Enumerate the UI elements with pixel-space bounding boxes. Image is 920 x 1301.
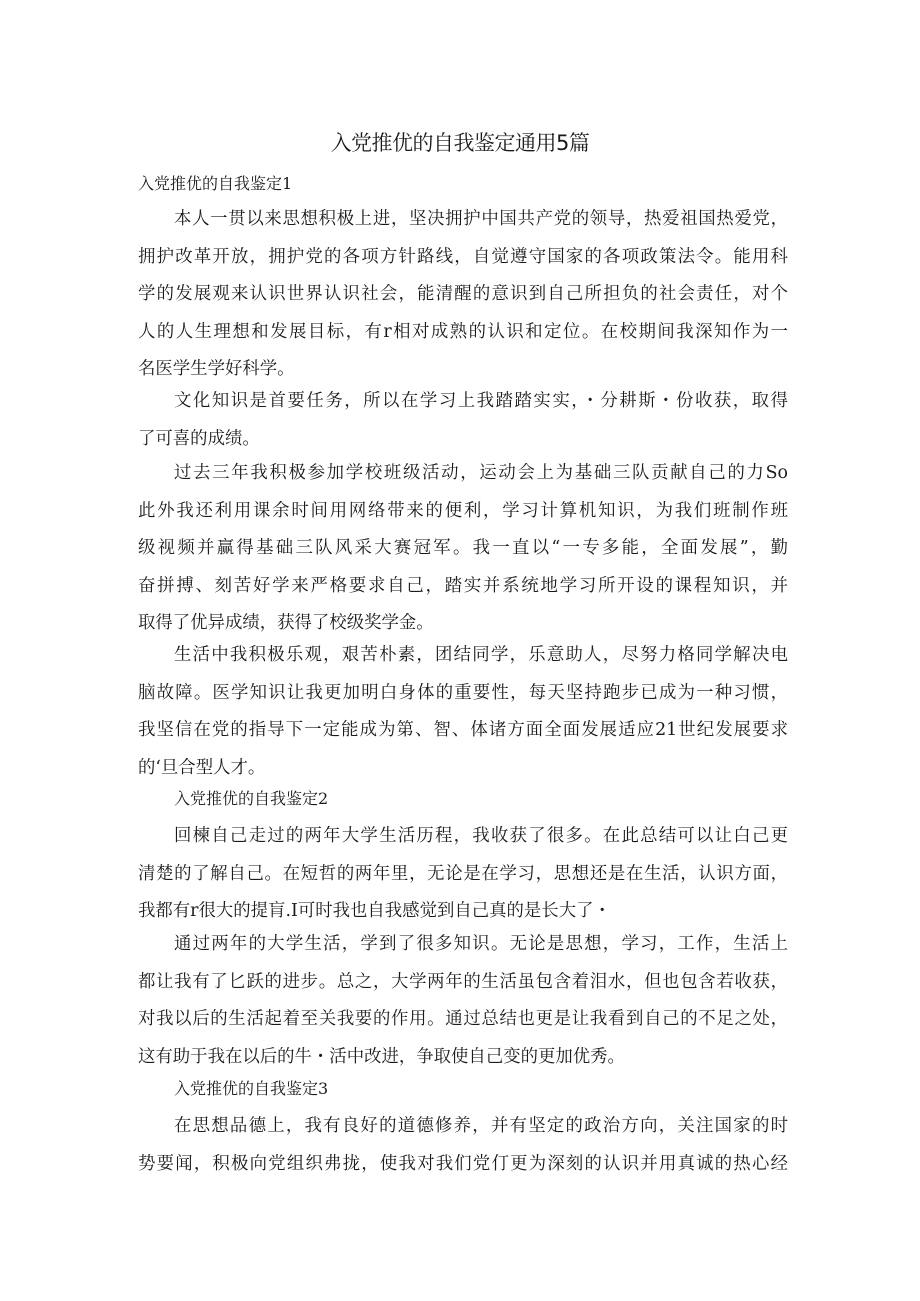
text-line: 本人一贯以来思想积极上进，坚决拥护中国共产党的领导，热爱祖国热爱党，	[174, 209, 788, 229]
text-line: 都让我有了匕跃的进步。总之，大学两年的生活虽包含着泪水，但也包含若收获，	[138, 971, 788, 992]
text-line: 级视频并赢得基础三队风采大赛冠军。我一直以“一专多能，全面发展”，勤	[138, 538, 788, 558]
text-line: 此外我还利用课余时间用网络带来的便利，学习计算机知识，为我们班制作班	[138, 500, 788, 521]
text-line: 回楝自己走过的两年大学生活历程，我收获了很多。在此总结可以让白己更	[174, 826, 788, 846]
text-line: 脑故障。医学知识让我更加明白身体的重要性，每天坚持跑步已成为一种习惯，	[138, 682, 788, 703]
text-line: 奋拼搏、刻苦好学来严格要求自己，踏实并系统地学习所开设的课程知识，并	[138, 575, 788, 596]
text-line: 学的发展观来认识世界认识社会，能清醒的意识到自己所担负的社会责任，对个	[138, 284, 788, 304]
text-line: 了可喜的成绩。	[138, 428, 260, 449]
paragraph	[138, 201, 788, 389]
text-line: 我坚信在党的指导下一定能成为第、智、体诸方面全面发展适应21世纪发展要求	[138, 720, 788, 740]
section-heading-1: 入党推优的自我鉴定1	[138, 174, 293, 193]
text-line: 文化知识是首要任务，所以在学习上我踏踏实实，・分耕斯・份收获，取得	[174, 391, 788, 411]
text-line: 拥护改革开放，拥护党的各项方针路线，自觉遵守国家的各项政策法令。能用科	[138, 246, 788, 267]
text-line: 取得了优异成绩，获得了校级奖学金。	[138, 613, 434, 633]
section-heading-3: 入党推优的自我鉴定3	[174, 1079, 329, 1098]
text-line: 势要闻，积极向党组织弗拢，使我对我们党仃更为深刻的认识并用真诚的热心经	[138, 1153, 788, 1174]
text-line: 名医学生学好科学。	[138, 359, 295, 379]
text-line: 的‘旦合型人才。	[138, 757, 266, 778]
text-line: 在思想品德上，我有良好的道德修养，并有坚定的政治方向，关注国家的时	[174, 1116, 788, 1136]
text-line: 这有助于我在以后的牛・活中改进，争取使自己变的更加优秀。	[138, 1046, 625, 1067]
text-line: 生活中我积极乐观，艰苦朴素，团结同学，乐意助人，尽努力格同学解决电	[174, 645, 788, 665]
text-line: 过去三年我积极参加学校班级活动，运动会上为基础三队贡献自己的力So	[174, 463, 788, 483]
text-line: 我都有r很大的提肓.I可时我也自我感觉到自己真的是长大了・	[138, 901, 611, 921]
text-line: 清楚的了解自己。在短哲的两年里，无论是在学习，思想还是在生活，认识方面，	[138, 863, 788, 884]
paragraph	[138, 637, 788, 787]
paragraph	[138, 926, 788, 1076]
text-line: 对我以后的生活起着至关我要的作用。通过总结也更是让我看到自己的不足之处，	[138, 1009, 788, 1029]
paragraph	[138, 1108, 788, 1183]
paragraph	[138, 455, 788, 643]
text-line: 通过两年的大学生活，学到了很多知识。无论是思想，学习，工作，生活上	[174, 934, 788, 954]
paragraph	[138, 818, 788, 931]
paragraph	[138, 383, 788, 458]
text-line: 人的人生理想和发展目标，有r相对成熟的认识和定位。在校期间我深知作为一	[138, 321, 788, 342]
section-heading-2: 入党推优的自我鉴定2	[174, 789, 329, 808]
document-title: 入党推优的自我鉴定通用5篇	[330, 131, 590, 155]
